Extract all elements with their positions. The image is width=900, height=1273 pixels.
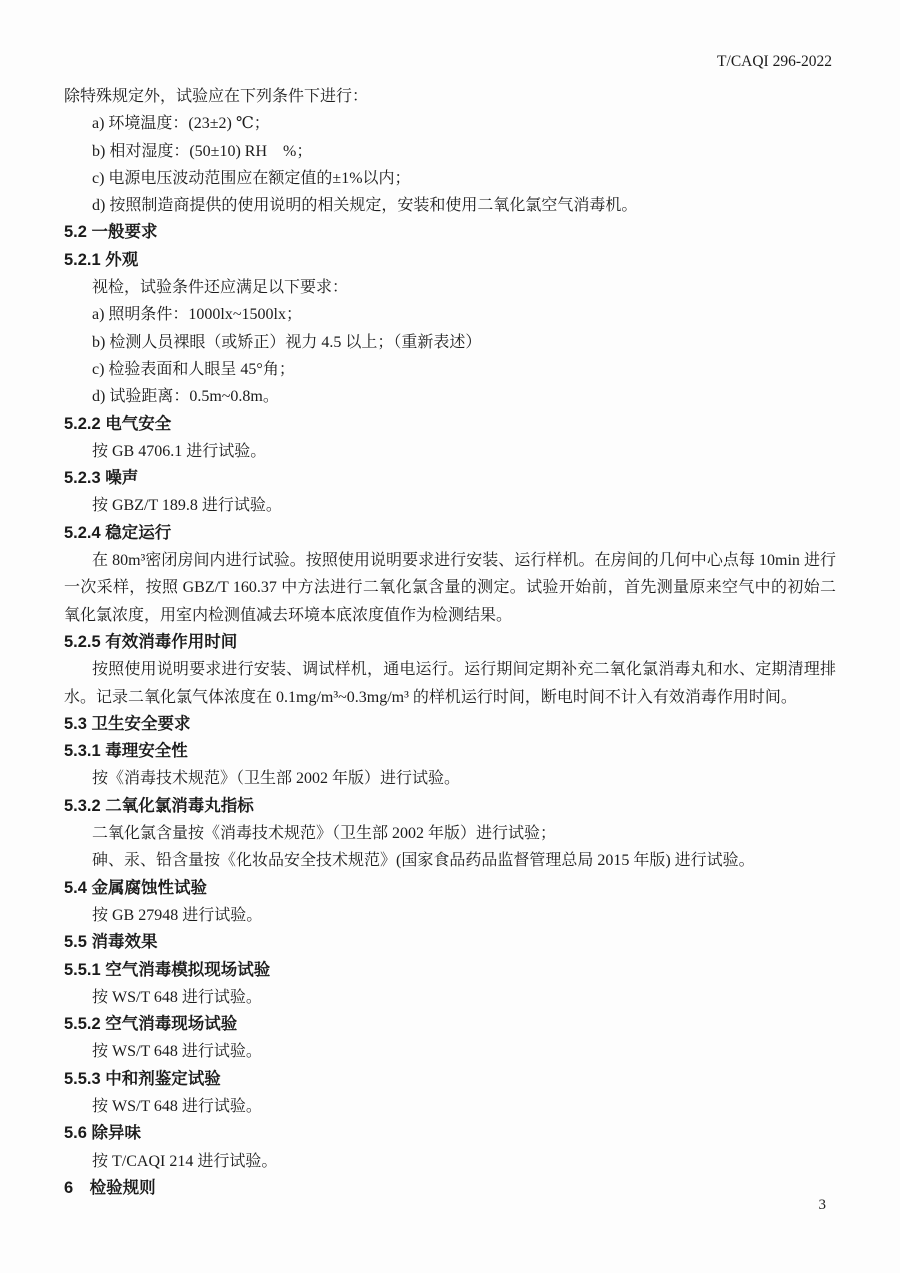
paragraph-electrical-safety-test: 按 GB 4706.1 进行试验。: [92, 442, 267, 460]
heading-5-6-odor-removal: 5.6 除异味: [64, 1124, 142, 1143]
list-item-manufacturer-instructions: d) 按照制造商提供的使用说明的相关规定，安装和使用二氧化氯空气消毒机。: [92, 197, 638, 215]
list-item-supply-voltage: c) 电源电压波动范围应在额定值的±1%以内；: [92, 169, 411, 187]
heading-5-2-general-requirements: 5.2 一般要求: [64, 223, 158, 242]
paragraph-noise-test: 按 GBZ/T 189.8 进行试验。: [92, 497, 282, 515]
list-item-illumination: a) 照明条件：1000lx~1500lx；: [92, 306, 302, 324]
heading-5-5-1-simulated-field-test: 5.5.1 空气消毒模拟现场试验: [64, 960, 271, 979]
paragraph-test-conditions-intro: 除特殊规定外，试验应在下列条件下进行：: [64, 88, 369, 105]
paragraph-chlorine-dioxide-content-test: 二氧化氯含量按《消毒技术规范》（卫生部 2002 年版）进行试验；: [92, 825, 557, 843]
heading-5-3-1-toxicological-safety: 5.3.1 毒理安全性: [64, 742, 188, 761]
page-number: 3: [818, 1197, 826, 1213]
list-item-ambient-temperature: a) 环境温度：(23±2) ℃；: [92, 115, 270, 133]
paragraph-neutralizer-test-method: 按 WS/T 648 进行试验。: [92, 1097, 262, 1115]
heading-5-2-4-stable-operation: 5.2.4 稳定运行: [64, 523, 172, 542]
paragraph-field-test-method: 按 WS/T 648 进行试验。: [92, 1043, 262, 1061]
heading-6-inspection-rules: 6 检验规则: [64, 1178, 156, 1197]
list-item-eyesight: b) 检测人员裸眼（或矫正）视力 4.5 以上；（重新表述）: [92, 333, 482, 351]
list-item-test-distance: d) 试验距离：0.5m~0.8m。: [92, 388, 279, 406]
paragraph-toxicological-safety-test: 按《消毒技术规范》（卫生部 2002 年版）进行试验。: [92, 770, 461, 788]
document-body: [64, 83, 836, 1202]
paragraph-heavy-metal-content-test: 砷、汞、铅含量按《化妆品安全技术规范》(国家食品药品监督管理总局 2015 年版) 进行试验。: [92, 852, 755, 870]
heading-5-4-metal-corrosion-test: 5.4 金属腐蚀性试验: [64, 878, 208, 897]
heading-5-5-3-neutralizer-test: 5.5.3 中和剂鉴定试验: [64, 1069, 221, 1088]
heading-5-2-2-electrical-safety: 5.2.2 电气安全: [64, 414, 172, 433]
heading-5-2-5-effective-disinfection-time: 5.2.5 有效消毒作用时间: [64, 632, 238, 651]
heading-5-5-2-field-test: 5.5.2 空气消毒现场试验: [64, 1015, 238, 1034]
paragraph-stable-operation-test: 在 80m³密闭房间内进行试验。按照使用说明要求进行安装、运行样机。在房间的几何中心点每 10min 进行一次采样，按照 GBZ/T 160.37 中方法进行二氧化氯含量的测定。试验开始前，首先测量原来空气中的初始二氧化氯浓度，用室内检测值减去环境本底浓度值作为检测结果。: [64, 552, 836, 624]
paragraph-effective-disinfection-time-test: 按照使用说明要求进行安装、调试样机，通电运行。运行期间定期补充二氧化氯消毒丸和水、定期清理排水。记录二氧化氯气体浓度在 0.1mg/m³~0.3mg/m³ 的样机运行时间，断电时间不计入有效消毒作用时间。: [64, 661, 836, 706]
heading-5-3-2-disinfection-pellet-indicators: 5.3.2 二氧化氯消毒丸指标: [64, 796, 254, 815]
list-item-viewing-angle: c) 检验表面和人眼呈 45°角；: [92, 360, 295, 378]
heading-5-5-disinfection-effect: 5.5 消毒效果: [64, 933, 158, 952]
paragraph-metal-corrosion-test: 按 GB 27948 进行试验。: [92, 906, 263, 924]
paragraph-visual-inspection: 视检，试验条件还应满足以下要求：: [92, 279, 349, 297]
heading-5-2-1-appearance: 5.2.1 外观: [64, 250, 139, 269]
standard-code-header: T/CAQI 296-2022: [717, 53, 832, 70]
heading-5-3-hygiene-safety-requirements: 5.3 卫生安全要求: [64, 714, 191, 733]
heading-5-2-3-noise: 5.2.3 噪声: [64, 469, 139, 488]
paragraph-simulated-field-test-method: 按 WS/T 648 进行试验。: [92, 988, 262, 1006]
paragraph-odor-removal-test: 按 T/CAQI 214 进行试验。: [92, 1152, 278, 1170]
list-item-relative-humidity: b) 相对湿度：(50±10) RH %；: [92, 142, 313, 160]
